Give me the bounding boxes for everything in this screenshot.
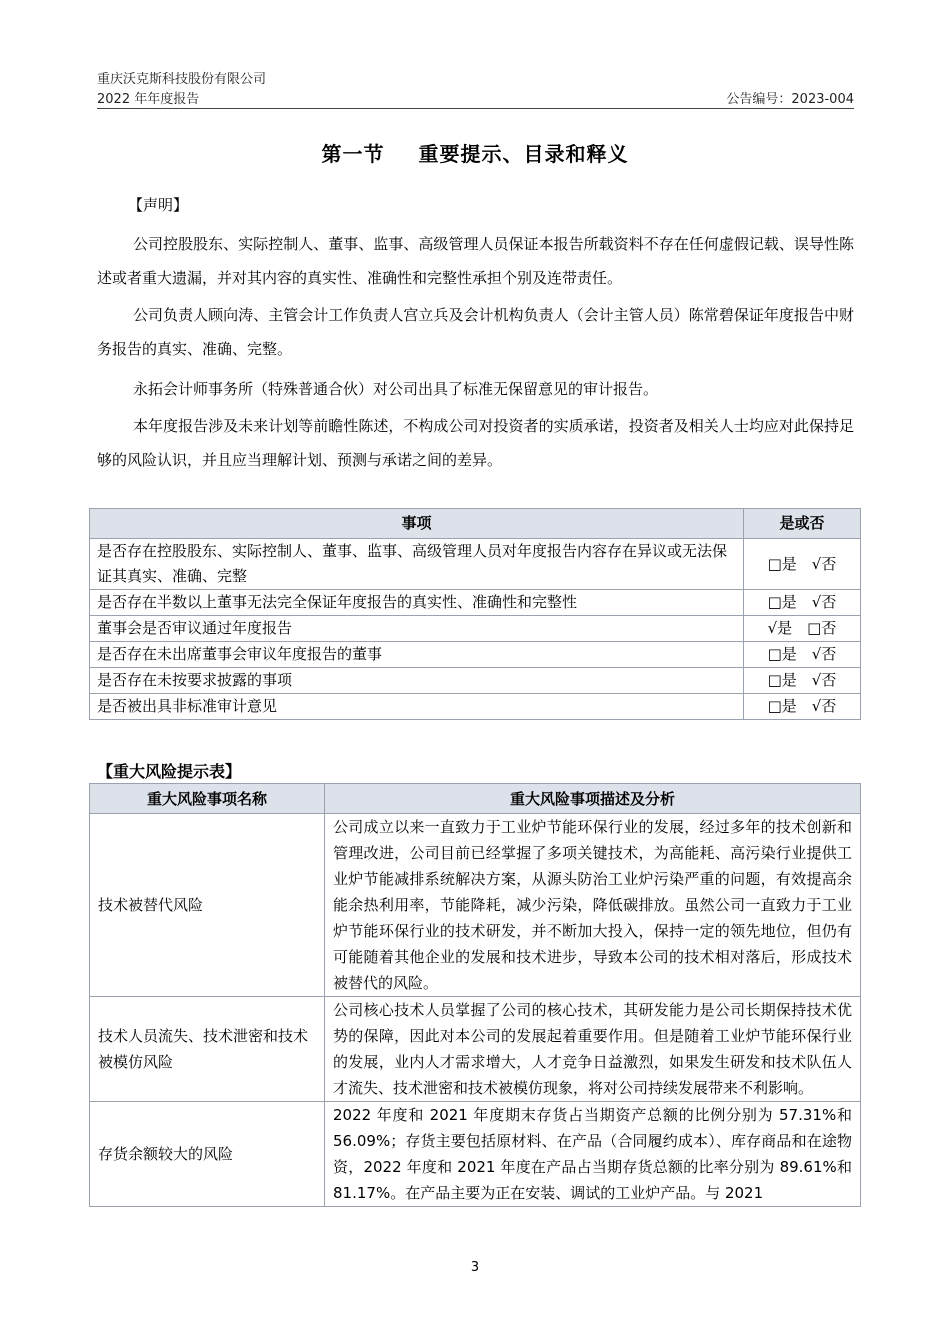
table-cell-yes-no: □是 √否	[744, 668, 861, 694]
table-cell-risk-name: 技术被替代风险	[90, 814, 325, 997]
table-cell-yes-no: √是 □否	[744, 616, 861, 642]
table-cell-yes-no: □是 √否	[744, 642, 861, 668]
table-row	[90, 1102, 861, 1207]
table-cell-item: 是否存在半数以上董事无法完全保证年度报告的真实性、准确性和完整性	[90, 590, 744, 616]
section-number: 第一节	[321, 142, 385, 166]
header-notice-number: 公告编号：2023-004	[726, 92, 854, 107]
table-row	[90, 997, 861, 1102]
table-cell-item: 董事会是否审议通过年度报告	[90, 616, 744, 642]
table-cell-item: 是否存在未按要求披露的事项	[90, 668, 744, 694]
column-header-yes-no: 是或否	[744, 509, 861, 539]
risk-table-title: 【重大风险提示表】	[97, 762, 242, 781]
table-cell-risk-name: 存货余额较大的风险	[90, 1102, 325, 1207]
header-divider	[97, 108, 854, 109]
section-name: 重要提示、目录和释义	[418, 142, 629, 166]
table-cell-risk-description: 公司成立以来一直致力于工业炉节能环保行业的发展，经过多年的技术创新和管理改进，公司目前已经掌握了多项关键技术，为高能耗、高污染行业提供工业炉节能减排系统解决方案，从源头防治工业炉污染严重的问题，有效提高余能余热利用率，节能降耗，减少污染，降低碳排放。虽然公司一直致力于工业炉节能环保行业的技术研发，并不断加大投入，保持一定的领先地位，但仍有可能随着其他企业的发展和技术进步，导致本公司的技术相对落后，形成技术被替代的风险。	[325, 814, 861, 997]
page-title	[0, 138, 950, 167]
confirmation-table	[89, 508, 861, 720]
table-row	[90, 590, 861, 616]
table-cell-risk-description: 2022 年度和 2021 年度期末存货占当期资产总额的比例分别为 57.31%和 56.09%；存货主要包括原材料、在产品（合同履约成本）、库存商品和在途物资，2022 年度和 2021 年度在产品占当期存货总额的比率分别为 89.61%和 81.17%。在产品主要为正在安装、调试的工业炉产品。与 2021	[325, 1102, 861, 1207]
column-header-item: 事项	[90, 509, 744, 539]
table-cell-yes-no: □是 √否	[744, 590, 861, 616]
table-cell-item: 是否存在未出席董事会审议年度报告的董事	[90, 642, 744, 668]
table-cell-yes-no: □是 √否	[744, 694, 861, 720]
table-cell-risk-description: 公司核心技术人员掌握了公司的核心技术，其研发能力是公司长期保持技术优势的保障，因此对本公司的发展起着重要作用。但是随着工业炉节能环保行业的发展，业内人才需求增大，人才竞争日益激烈，如果发生研发和技术队伍人才流失、技术泄密和技术被模仿现象，将对公司持续发展带来不利影响。	[325, 997, 861, 1102]
table-row	[90, 668, 861, 694]
table-row	[90, 539, 861, 590]
table-cell-risk-name: 技术人员流失、技术泄密和技术被模仿风险	[90, 997, 325, 1102]
table-cell-item: 是否存在控股股东、实际控制人、董事、监事、高级管理人员对年度报告内容存在异议或无法保证其真实、准确、完整	[90, 539, 744, 590]
paragraph: 永拓会计师事务所（特殊普通合伙）对公司出具了标准无保留意见的审计报告。	[133, 380, 659, 398]
paragraph: 公司控股股东、实际控制人、董事、监事、高级管理人员保证本报告所载资料不存在任何虚假记载、误导性陈述或者重大遗漏，并对其内容的真实性、准确性和完整性承担个别及连带责任。	[97, 235, 854, 287]
risk-table	[89, 783, 861, 1207]
page-number: 3	[470, 1260, 480, 1275]
paragraph: 公司负责人顾向涛、主管会计工作负责人宫立兵及会计机构负责人（会计主管人员）陈常碧保证年度报告中财务报告的真实、准确、完整。	[97, 306, 854, 358]
table-header-row	[90, 509, 861, 539]
table-row	[90, 642, 861, 668]
header-report: 2022 年年度报告	[97, 92, 200, 107]
header-row	[97, 88, 854, 106]
table-row	[90, 694, 861, 720]
table-row	[90, 616, 861, 642]
paragraph: 本年度报告涉及未来计划等前瞻性陈述，不构成公司对投资者的实质承诺，投资者及相关人士均应对此保持足够的风险认识，并且应当理解计划、预测与承诺之间的差异。	[97, 417, 854, 469]
column-header-risk-name: 重大风险事项名称	[90, 784, 325, 814]
table-cell-yes-no: □是 √否	[744, 539, 861, 590]
table-header-row	[90, 784, 861, 814]
declaration-label: 【声明】	[128, 196, 189, 214]
column-header-risk-description: 重大风险事项描述及分析	[325, 784, 861, 814]
table-row	[90, 814, 861, 997]
header-company: 重庆沃克斯科技股份有限公司	[97, 72, 267, 87]
table-cell-item: 是否被出具非标准审计意见	[90, 694, 744, 720]
